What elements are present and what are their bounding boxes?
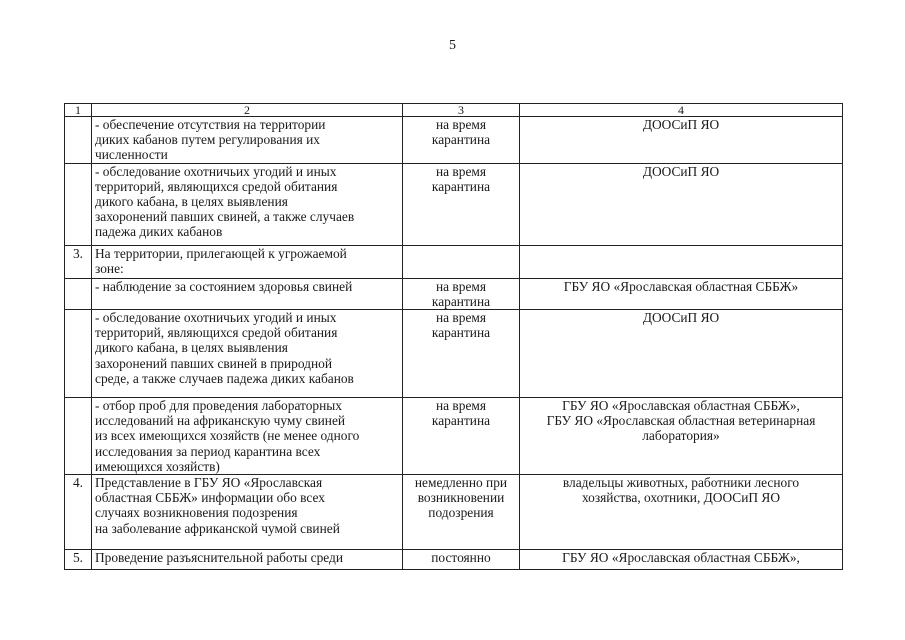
table-body <box>65 117 843 570</box>
responsible-cell-line: ДООСиП ЯО <box>642 117 720 132</box>
deadline-cell <box>403 117 520 164</box>
deadline-cell <box>403 475 520 550</box>
measure-cell-line: случаях возникновения подозрения <box>95 505 298 521</box>
measure-cell <box>92 117 403 164</box>
responsible-cell-line: лаборатория» <box>642 428 720 444</box>
measure-cell-line: - обеспечение отсутствия на территории <box>95 117 326 132</box>
deadline-cell-line: карантина <box>431 325 491 341</box>
deadline-cell-line: карантина <box>431 178 491 194</box>
responsible-cell-line: ГБУ ЯО «Ярославская областная СББЖ» <box>563 278 799 294</box>
header-row <box>65 104 843 117</box>
column-header: 4 <box>520 104 843 117</box>
row-number-cell: 5. <box>65 550 92 570</box>
measure-cell-line: исследований на африканскую чуму свиней <box>95 413 346 429</box>
measure-cell-line: областная СББЖ» информации обо всех <box>95 490 325 506</box>
responsible-cell <box>520 475 843 550</box>
deadline-cell <box>403 163 520 245</box>
measure-cell-line: захоронений павших свиней, а также случаев <box>95 209 355 225</box>
measure-cell-line: из всех имеющихся хозяйств (не менее одного <box>95 428 360 444</box>
measures-table <box>64 103 843 570</box>
measure-cell <box>92 245 403 278</box>
table-row <box>65 163 843 245</box>
measure-cell-line: на заболевание африканской чумой свиней <box>95 520 340 536</box>
measure-cell-line: территорий, являющихся средой обитания <box>95 325 338 341</box>
table-row <box>65 398 843 475</box>
responsible-cell <box>520 278 843 309</box>
measure-cell <box>92 550 403 570</box>
deadline-cell-line: на время <box>435 117 487 132</box>
measure-cell-line: Представление в ГБУ ЯО «Ярославская <box>95 475 323 491</box>
table-row <box>65 278 843 309</box>
measure-cell <box>92 310 403 398</box>
deadline-cell <box>403 550 520 570</box>
deadline-cell-line: карантина <box>431 413 491 429</box>
responsible-cell <box>520 310 843 398</box>
measure-cell-line: диких кабанов путем регулирования их <box>95 132 320 148</box>
measure-cell <box>92 475 403 550</box>
deadline-cell <box>403 398 520 475</box>
measure-cell-line: Проведение разъяснительной работы среди <box>95 550 344 566</box>
table-row <box>65 117 843 164</box>
measure-cell-line: дикого кабана, в целях выявления <box>95 194 288 210</box>
measure-cell-line: территорий, являющихся средой обитания <box>95 178 338 194</box>
column-header: 2 <box>92 104 403 117</box>
responsible-cell <box>520 117 843 164</box>
deadline-cell-line: карантина <box>431 132 491 148</box>
deadline-cell <box>403 245 520 278</box>
responsible-cell-line: владельцы животных, работники лесного <box>562 475 800 491</box>
measure-cell-line: имеющихся хозяйств) <box>95 458 220 474</box>
measure-cell-line: - обследование охотничьих угодий и иных <box>95 310 337 326</box>
column-header: 3 <box>403 104 520 117</box>
column-header: 1 <box>65 104 92 117</box>
row-number-cell <box>65 398 92 475</box>
deadline-cell-line: подозрения <box>428 505 494 521</box>
responsible-cell-line: ДООСиП ЯО <box>642 163 720 179</box>
deadline-cell <box>403 278 520 309</box>
deadline-cell-line: карантина <box>431 293 491 309</box>
responsible-cell <box>520 163 843 245</box>
responsible-cell <box>520 398 843 475</box>
deadline-cell-line: на время <box>435 310 487 326</box>
measure-cell-line: дикого кабана, в целях выявления <box>95 340 288 356</box>
row-number-cell: 3. <box>65 245 92 278</box>
measure-cell-line: - наблюдение за состоянием здоровья свиней <box>95 278 353 294</box>
measure-cell <box>92 163 403 245</box>
row-number-cell <box>65 310 92 398</box>
responsible-cell-line: ГБУ ЯО «Ярославская областная СББЖ», <box>562 550 800 566</box>
deadline-cell-line: на время <box>435 163 487 179</box>
measure-cell-line: исследования за период карантина всех <box>95 443 321 459</box>
table-row <box>65 475 843 550</box>
deadline-cell-line: немедленно при <box>414 475 508 491</box>
row-number-cell: 4. <box>65 475 92 550</box>
responsible-cell <box>520 550 843 570</box>
responsible-cell-line: хозяйства, охотники, ДООСиП ЯО <box>581 490 781 506</box>
measure-cell-line: На территории, прилегающей к угрожаемой <box>95 245 347 261</box>
deadline-cell-line: на время <box>435 278 487 294</box>
row-number-cell <box>65 278 92 309</box>
deadline-cell <box>403 310 520 398</box>
table-row <box>65 310 843 398</box>
table-row <box>65 245 843 278</box>
table-row <box>65 550 843 570</box>
deadline-cell-line: возникновении <box>417 490 505 506</box>
page-number: 5 <box>449 38 456 53</box>
measure-cell <box>92 278 403 309</box>
responsible-cell-line: ДООСиП ЯО <box>642 310 720 326</box>
responsible-cell-line: ГБУ ЯО «Ярославская областная СББЖ», <box>562 398 800 414</box>
deadline-cell-line: на время <box>435 398 487 414</box>
measure-cell-line: численности <box>95 147 168 163</box>
deadline-cell-line: постоянно <box>431 550 491 566</box>
responsible-cell <box>520 245 843 278</box>
responsible-cell-line: ГБУ ЯО «Ярославская областная ветеринарная <box>546 413 816 429</box>
measure-cell-line: зоне: <box>95 260 124 276</box>
measure-cell-line: - обследование охотничьих угодий и иных <box>95 163 337 179</box>
measure-cell-line: падежа диких кабанов <box>95 224 223 240</box>
measure-cell-line: захоронений павших свиней в природной <box>95 355 333 371</box>
row-number-cell <box>65 163 92 245</box>
measure-cell <box>92 398 403 475</box>
row-number-cell <box>65 117 92 164</box>
measure-cell-line: - отбор проб для проведения лабораторных <box>95 398 342 414</box>
measure-cell-line: среде, а также случаев падежа диких кабанов <box>95 370 354 386</box>
